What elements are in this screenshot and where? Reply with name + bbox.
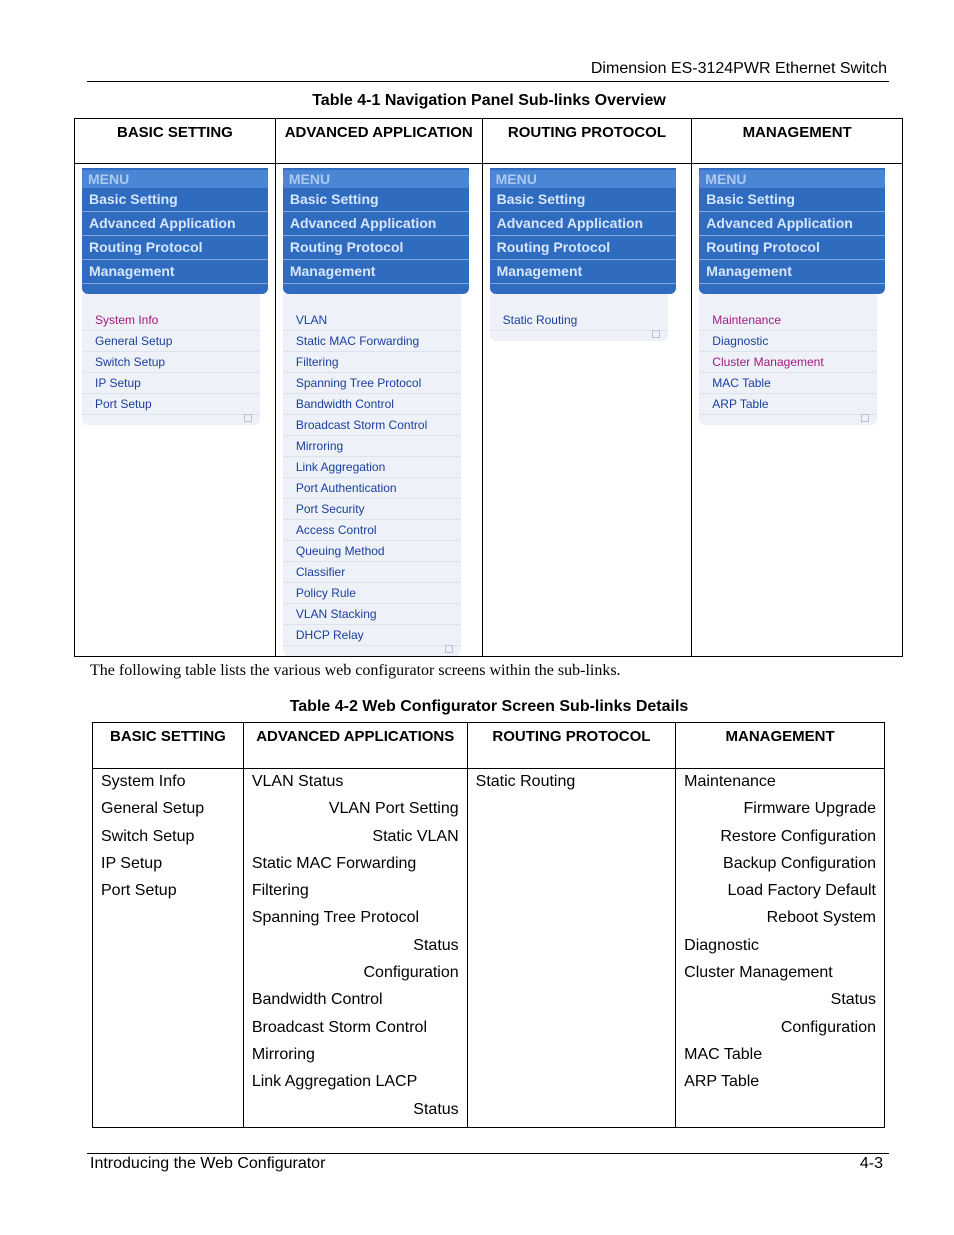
sublink-item[interactable]: Broadcast Storm Control (283, 415, 461, 436)
resize-grip-icon[interactable] (445, 645, 453, 653)
list-item: Backup Configuration (723, 854, 876, 872)
col-header-basic: BASIC SETTING (75, 119, 276, 164)
resize-grip-icon[interactable] (244, 414, 252, 422)
management-panel-cell (692, 164, 903, 657)
menu-item[interactable]: Advanced Application (283, 212, 469, 236)
menu-item[interactable]: Management (699, 260, 885, 284)
menu-item[interactable]: Management (283, 260, 469, 284)
list-item: Broadcast Storm Control (251, 1018, 428, 1036)
list-item: Mirroring (251, 1045, 315, 1063)
nav-panel (699, 168, 885, 425)
sublink-item[interactable]: Cluster Management (699, 352, 877, 373)
nav-panel (490, 168, 676, 341)
sublink-item[interactable]: Queuing Method (283, 541, 461, 562)
list-item: Bandwidth Control (251, 991, 383, 1009)
list-item: Switch Setup (101, 827, 195, 845)
nav-panel (82, 168, 268, 425)
menu-item[interactable]: Advanced Application (490, 212, 676, 236)
advanced-list-cell (243, 769, 467, 1128)
list-item: Link Aggregation LACP (251, 1073, 418, 1091)
col-header-advanced: ADVANCED APPLICATIONS (243, 723, 467, 769)
list-item: Reboot System (766, 909, 876, 927)
list-item: Filtering (251, 882, 309, 900)
sublink-list (82, 294, 260, 425)
menu-title: MENU (490, 170, 676, 188)
sublink-item[interactable]: Access Control (283, 520, 461, 541)
menu-header (490, 168, 676, 294)
menu-item[interactable]: Management (490, 260, 676, 284)
sublink-item[interactable]: General Setup (82, 331, 260, 352)
list-item: IP Setup (101, 854, 163, 872)
list-item: VLAN Port Setting (328, 800, 459, 818)
sublink-item[interactable]: Classifier (283, 562, 461, 583)
footer-page-number: 4-3 (859, 1155, 883, 1172)
list-item: Status (413, 936, 459, 954)
list-item: Cluster Management (684, 964, 833, 982)
list-item: Firmware Upgrade (743, 800, 876, 818)
list-item: Static VLAN (372, 827, 459, 845)
list-item: System Info (101, 773, 186, 790)
menu-item[interactable]: Basic Setting (283, 188, 469, 212)
menu-header (82, 168, 268, 294)
list-item: Port Setup (101, 882, 177, 900)
sublink-item[interactable]: Static Routing (490, 310, 668, 331)
footer-section-title: Introducing the Web Configurator (90, 1155, 326, 1172)
menu-item[interactable]: Routing Protocol (82, 236, 268, 260)
list-item: General Setup (101, 800, 205, 818)
list-item: Configuration (780, 1018, 876, 1036)
management-list-cell (676, 769, 885, 1128)
list-item: Static MAC Forwarding (251, 854, 417, 872)
menu-item[interactable]: Routing Protocol (699, 236, 885, 260)
screen-details-table (92, 722, 885, 1128)
menu-header (699, 168, 885, 294)
menu-title: MENU (699, 170, 885, 188)
sublink-item[interactable]: DHCP Relay (283, 625, 461, 646)
list-item: Maintenance (684, 773, 776, 790)
menu-title: MENU (82, 170, 268, 188)
sublink-item[interactable]: Mirroring (283, 436, 461, 457)
sublink-list (699, 294, 877, 425)
list-item: Status (830, 991, 876, 1009)
nav-panel (283, 168, 469, 656)
menu-item[interactable]: Basic Setting (490, 188, 676, 212)
sublink-item[interactable]: System Info (82, 310, 260, 331)
resize-grip-icon[interactable] (652, 330, 660, 338)
sublink-item[interactable]: Link Aggregation (283, 457, 461, 478)
col-header-routing: ROUTING PROTOCOL (467, 723, 676, 769)
resize-grip-icon[interactable] (861, 414, 869, 422)
sublink-item[interactable]: Bandwidth Control (283, 394, 461, 415)
routing-list-cell (467, 769, 676, 1128)
basic-panel-cell (75, 164, 276, 657)
sublink-item[interactable]: VLAN (283, 310, 461, 331)
list-item: Configuration (363, 964, 459, 982)
sublink-item[interactable]: ARP Table (699, 394, 877, 415)
sublink-item[interactable]: Policy Rule (283, 583, 461, 604)
sublink-item[interactable]: VLAN Stacking (283, 604, 461, 625)
navigation-overview-table (74, 118, 903, 657)
list-item: Status (413, 1100, 459, 1118)
sublink-list (490, 294, 668, 341)
sublink-item[interactable]: Spanning Tree Protocol (283, 373, 461, 394)
list-item: Restore Configuration (720, 827, 876, 845)
col-header-advanced: ADVANCED APPLICATION (275, 119, 482, 164)
page-header-title: Dimension ES-3124PWR Ethernet Switch (590, 60, 887, 77)
col-header-basic: BASIC SETTING (93, 723, 244, 769)
list-item: Load Factory Default (727, 882, 876, 900)
menu-title: MENU (283, 170, 469, 188)
sublink-item[interactable]: Filtering (283, 352, 461, 373)
header-divider (87, 81, 889, 82)
sublink-item[interactable]: Port Setup (82, 394, 260, 415)
col-header-routing: ROUTING PROTOCOL (482, 119, 692, 164)
list-item: MAC Table (684, 1045, 763, 1063)
routing-panel-cell (482, 164, 692, 657)
sublink-item[interactable]: Port Authentication (283, 478, 461, 499)
sublink-list (283, 294, 461, 656)
list-item: Spanning Tree Protocol (251, 909, 420, 927)
list-item: ARP Table (684, 1073, 760, 1091)
footer-divider (87, 1153, 889, 1154)
list-item: VLAN Status (251, 773, 344, 790)
table2-caption: Table 4-2 Web Configurator Screen Sub-links Details (289, 698, 689, 715)
sublink-item[interactable]: Static MAC Forwarding (283, 331, 461, 352)
sublink-item[interactable]: Port Security (283, 499, 461, 520)
sublink-item[interactable]: IP Setup (82, 373, 260, 394)
menu-item[interactable]: Basic Setting (699, 188, 885, 212)
menu-item[interactable]: Advanced Application (82, 212, 268, 236)
col-header-management: MANAGEMENT (692, 119, 903, 164)
sublink-item[interactable]: Maintenance (699, 310, 877, 331)
menu-item[interactable]: Advanced Application (699, 212, 885, 236)
menu-item[interactable]: Basic Setting (82, 188, 268, 212)
menu-item[interactable]: Routing Protocol (490, 236, 676, 260)
col-header-management: MANAGEMENT (676, 723, 885, 769)
basic-list-cell (93, 769, 244, 1128)
sublink-item[interactable]: MAC Table (699, 373, 877, 394)
table1-caption: Table 4-1 Navigation Panel Sub-links Overview (312, 92, 666, 109)
sublink-item[interactable]: Switch Setup (82, 352, 260, 373)
list-item: Diagnostic (684, 936, 759, 954)
menu-item[interactable]: Management (82, 260, 268, 284)
intro-text: The following table lists the various web configurator screens within the sub-links. (90, 662, 621, 679)
sublink-item[interactable]: Diagnostic (699, 331, 877, 352)
menu-header (283, 168, 469, 294)
list-item: Static Routing (475, 773, 576, 790)
menu-item[interactable]: Routing Protocol (283, 236, 469, 260)
advanced-panel-cell (275, 164, 482, 657)
